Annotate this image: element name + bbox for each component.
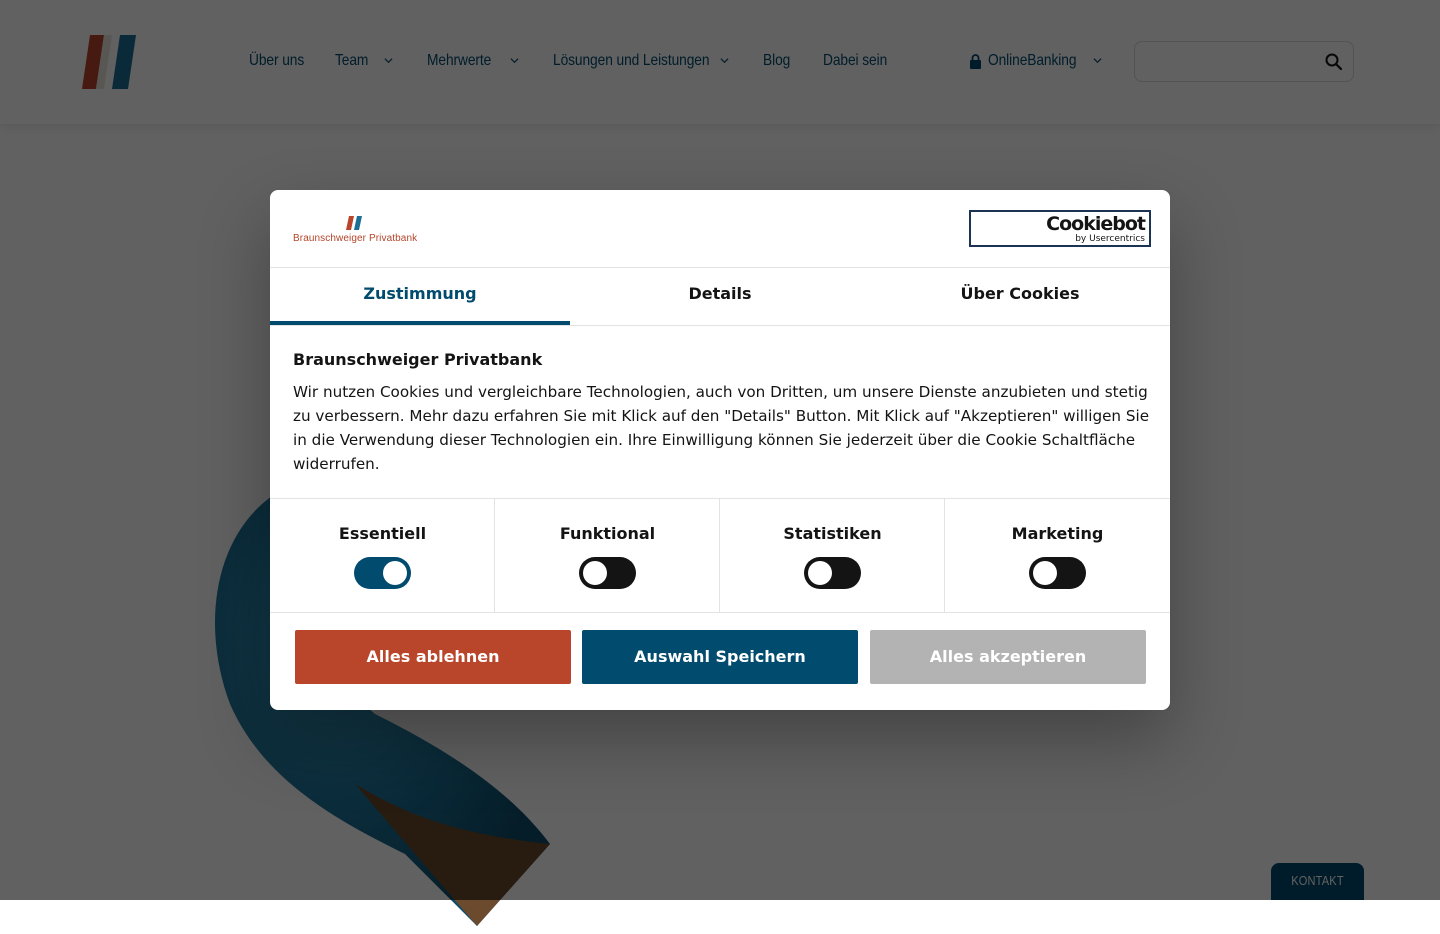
- category-funktional: [495, 499, 720, 612]
- category-label: Essentiell: [338, 524, 427, 543]
- cookie-consent-dialog: [270, 190, 1170, 710]
- accept-all-button[interactable]: Alles akzeptieren: [870, 630, 1146, 684]
- cookiebot-brand: Cookiebot: [1046, 213, 1145, 235]
- toggle-knob: [383, 561, 407, 585]
- reject-all-button[interactable]: Alles ablehnen: [295, 630, 571, 684]
- tab-details[interactable]: Details: [688, 284, 752, 303]
- cookiebot-sub: by Usercentrics: [1075, 234, 1145, 244]
- category-label: Marketing: [1011, 524, 1104, 543]
- dialog-description: Wir nutzen Cookies und vergleichbare Technologien, auch von Dritten, um unsere Dienste anzubieten und stetig zu verbessern. Mehr dazu erfahren Sie mit Klick auf den "Details" Button. Mit Klick auf "Akzeptieren" willigen Sie in die Verwendung dieser Technologien ein. Ihre Einwilligung können Sie jederzeit über die Cookie Schaltfläche widerrufen.: [293, 383, 1150, 473]
- divider: [270, 325, 1170, 326]
- toggle-marketing[interactable]: [1029, 557, 1086, 589]
- category-essentiell: [270, 499, 495, 612]
- tab-ueber-cookies[interactable]: Über Cookies: [960, 284, 1080, 303]
- category-marketing: [945, 499, 1170, 612]
- category-label: Statistiken: [783, 524, 882, 543]
- toggle-knob: [583, 561, 607, 585]
- category-label: Funktional: [559, 524, 656, 543]
- cookiebot-logo[interactable]: [969, 210, 1151, 247]
- divider: [270, 612, 1170, 613]
- category-statistiken: [720, 499, 945, 612]
- toggle-knob: [808, 561, 832, 585]
- dialog-title: Braunschweiger Privatbank: [293, 350, 543, 369]
- dialog-logo-text: Braunschweiger Privatbank: [293, 233, 418, 244]
- toggle-funktional[interactable]: [579, 557, 636, 589]
- toggle-statistiken[interactable]: [804, 557, 861, 589]
- toggle-knob: [1033, 561, 1057, 585]
- toggle-essentiell[interactable]: [354, 557, 411, 589]
- save-selection-button[interactable]: Auswahl Speichern: [582, 630, 858, 684]
- tab-zustimmung[interactable]: Zustimmung: [363, 284, 477, 303]
